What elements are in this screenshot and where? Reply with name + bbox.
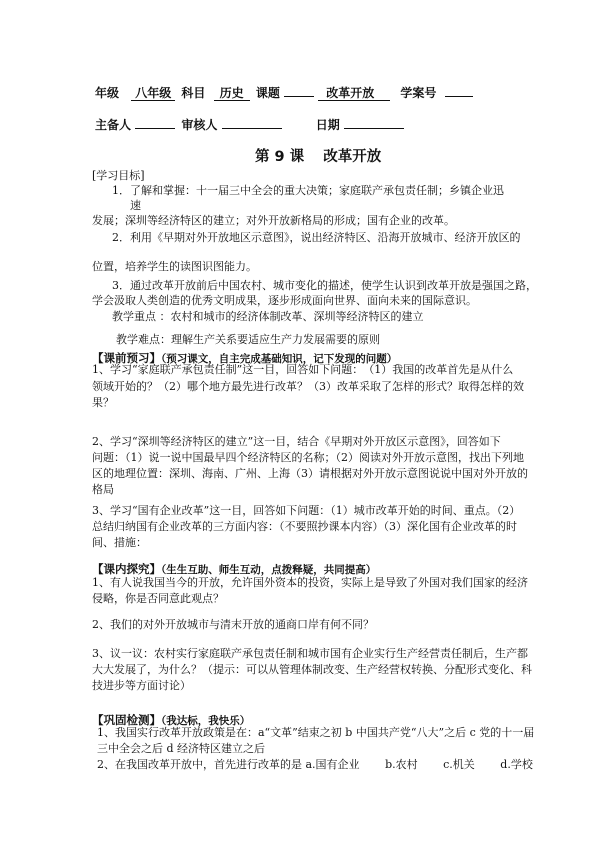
preview-q3-line-1: 3、学习“国有企业改革”这一目，回答如下问题：（1）城市改革开始的时间、重点。（2） xyxy=(92,504,521,517)
consolidate-q2 xyxy=(97,758,533,772)
preview-q2-line-1: 2、学习“深圳等经济特区的建立”这一目，结合《早期对外开放区示意图》，回答如下 xyxy=(92,435,501,448)
consolidate-q1-line-1: 1、我国实行改革开放政策是在：a“文革”结束之初 b 中国共产党“八大”之后 c 党的十一届 xyxy=(97,726,535,739)
reviewer-label: 审核人 xyxy=(181,118,218,132)
preview-q1-line-1: 1、学习“家庭联产承包责任制”这一目，回答如下问题： （1）我国的改革首先是从什么 xyxy=(92,363,514,376)
objective-2-line-1: 2．利用《早期对外开放地区示意图》，说出经济特区、沿海开放城市、经济开放区的 xyxy=(112,231,521,244)
topic-label: 课题 xyxy=(255,86,280,100)
explore-subtitle: （生生互助、师生互动，点拨释疑，共同提高） xyxy=(161,564,377,576)
objective-1-line-2: 速 xyxy=(130,199,141,212)
preparer-label: 主备人 xyxy=(95,118,132,132)
option-d: d.学校 xyxy=(500,758,533,771)
consolidate-q1-line-2: 三中全会之后 d 经济特区建立之后 xyxy=(97,742,266,755)
preview-q2-line-3: 区的地理位置：深圳、海南、广州、上海（3）请根据对外开放示意图说说中国对外开放的 xyxy=(92,467,528,480)
consolidate-subtitle: （我达标，我快乐） xyxy=(161,715,251,727)
preview-q3-line-3: 间、措施： xyxy=(92,536,147,549)
subject-value[interactable]: 历史 xyxy=(214,86,250,101)
preview-q3-line-2: 总结归纳国有企业改革的三方面内容：（不要照抄课本内容）（3）深化国有企业改革的时 xyxy=(92,520,517,533)
explore-q1-line-1: 1、有人说我国当今的开放，允许国外资本的投资，实际上是导致了外国对我们国家的经济 xyxy=(92,576,528,589)
objective-3-line-1: 3．通过改革开放前后中国农村、城市变化的描述，使学生认识到改革开放是强国之路， xyxy=(112,279,537,292)
explore-q3-line-3: 技进步等方面讨论） xyxy=(92,679,191,692)
objective-1-line-3: 发展；深圳等经济特区的建立；对外开放新格局的形成；国有企业的改革。 xyxy=(92,214,455,227)
page-title xyxy=(255,145,381,166)
objective-2-line-2: 位置，培养学生的读图识图能力。 xyxy=(92,260,257,273)
date-field[interactable] xyxy=(344,116,404,129)
objectives-heading: [学习目标] xyxy=(92,169,145,182)
case-no-label: 学案号 xyxy=(400,86,437,100)
case-no-field[interactable] xyxy=(445,84,473,97)
explore-q3-line-2: 大大发展了，为什么？（提示：可以从管理体制改变、生产经营权转换、分配形式变化、科 xyxy=(92,663,532,676)
topic-value[interactable]: 改革开放 xyxy=(318,86,390,101)
grade-value[interactable]: 八年级 xyxy=(131,86,175,101)
explore-q1-line-2: 侵略，你是否同意此观点？ xyxy=(92,592,224,605)
option-b: b.农村 xyxy=(385,758,418,771)
objective-3-line-2: 学会汲取人类创造的优秀文明成果，逐步形成面向世界、面向未来的国际意识。 xyxy=(92,294,477,307)
header-row-2 xyxy=(95,116,404,133)
consolidate-heading: 【巩固检测】 xyxy=(92,713,161,727)
difficult-points: 教学难点：理解生产关系要适应生产力发展需要的原则 xyxy=(116,333,380,346)
key-points: 教学重点 ：农村和城市的经济体制改革、深圳等经济特区的建立 xyxy=(112,310,424,323)
preview-subtitle: （预习课文，自主完成基础知识，记下发现的问题） xyxy=(161,353,398,365)
subject-label: 科目 xyxy=(181,86,206,100)
preview-q1-line-2: 领域开始的？（2）哪个地方最先进行改革？（3）改革采取了怎样的形式？取得怎样的效 xyxy=(92,380,524,393)
preparer-field[interactable] xyxy=(135,116,175,129)
lesson-title: 改革开放 xyxy=(323,149,382,165)
date-label: 日期 xyxy=(315,118,340,132)
option-c: c.机关 xyxy=(443,758,475,771)
preview-q1-line-3: 果？ xyxy=(92,396,114,409)
topic-blank[interactable] xyxy=(284,84,314,97)
preview-q2-line-2: 问题：（1）说一说中国最早四个经济特区的名称；（2）阅读对外开放示意图，找出下列地 xyxy=(92,451,524,464)
header-row-1 xyxy=(95,84,473,101)
preview-heading: 【课前预习】 xyxy=(92,351,161,365)
explore-section-header xyxy=(92,558,376,577)
explore-heading: 【课内探究】 xyxy=(92,562,161,576)
grade-label: 年级 xyxy=(95,86,120,100)
explore-q3-line-1: 3、议一议：农村实行家庭联产承包责任制和城市国有企业实行生产经营责任制后，生产都 xyxy=(92,647,528,660)
preview-q2-line-4: 格局 xyxy=(92,483,114,496)
consolidate-q2-stem: 2、在我国改革开放中，首先进行改革的是 a.国有企业 xyxy=(97,758,360,771)
explore-q2: 2、我们的对外开放城市与清末开放的通商口岸有何不同？ xyxy=(92,618,374,631)
reviewer-field[interactable] xyxy=(222,116,282,129)
lesson-number: 第 9 课 xyxy=(255,149,305,165)
objective-1-line-1: 1．了解和掌握：十一届三中全会的重大决策；家庭联产承包责任制；乡镇企业迅 xyxy=(112,184,504,197)
